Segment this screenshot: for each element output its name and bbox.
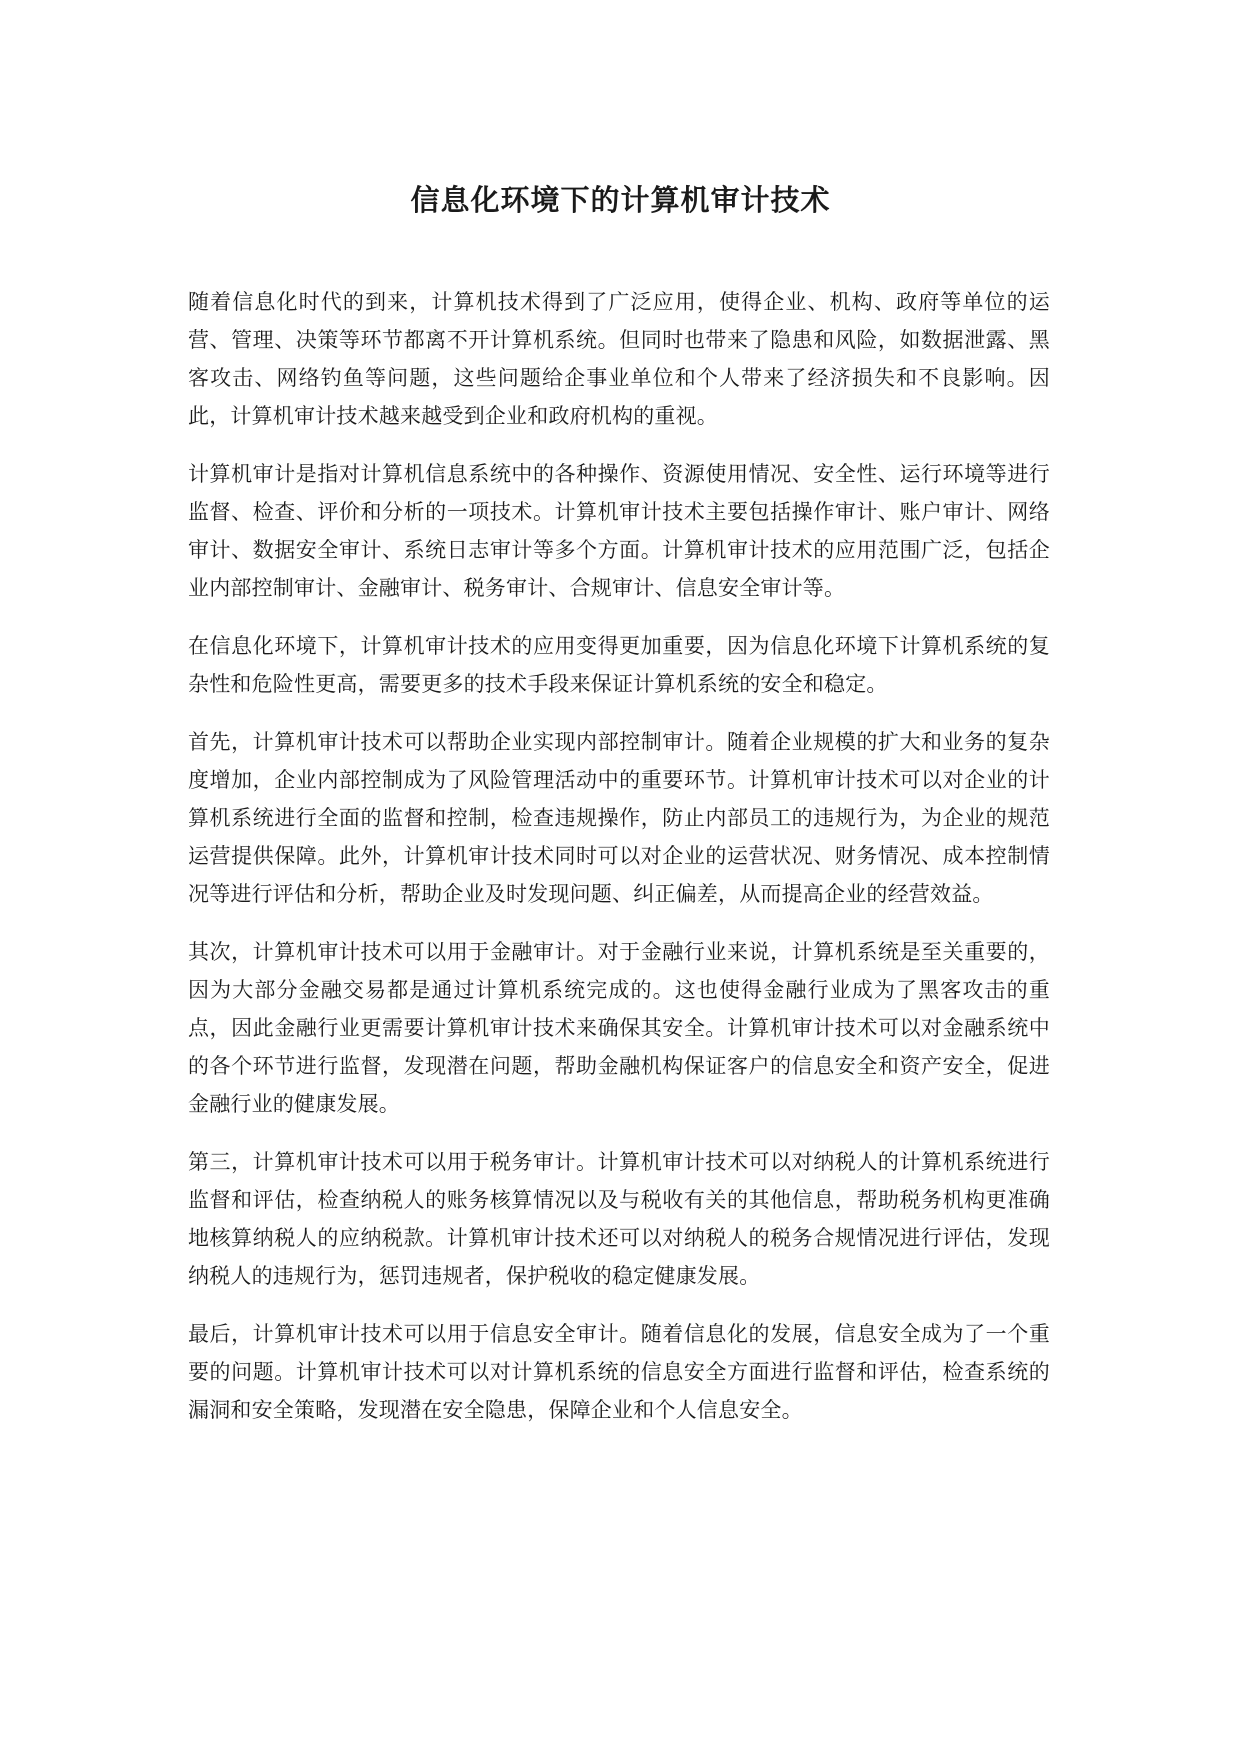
- paragraph-6: 第三，计算机审计技术可以用于税务审计。计算机审计技术可以对纳税人的计算机系统进行监督和评估，检查纳税人的账务核算情况以及与税收有关的其他信息，帮助税务机构更准确地核算纳税人的应纳税款。计算机审计技术还可以对纳税人的税务合规情况进行评估，发现纳税人的违规行为，惩罚违规者，保护税收的稳定健康发展。: [188, 1150, 1050, 1288]
- paragraph-7: 最后，计算机审计技术可以用于信息安全审计。随着信息化的发展，信息安全成为了一个重要的问题。计算机审计技术可以对计算机系统的信息安全方面进行监督和评估，检查系统的漏洞和安全策略，发现潜在安全隐患，保障企业和个人信息安全。: [188, 1322, 1050, 1422]
- document-body: [188, 283, 1050, 1449]
- paragraph-4: 首先，计算机审计技术可以帮助企业实现内部控制审计。随着企业规模的扩大和业务的复杂度增加，企业内部控制成为了风险管理活动中的重要环节。计算机审计技术可以对企业的计算机系统进行全面的监督和控制，检查违规操作，防止内部员工的违规行为，为企业的规范运营提供保障。此外，计算机审计技术同时可以对企业的运营状况、财务情况、成本控制情况等进行评估和分析，帮助企业及时发现问题、纠正偏差，从而提高企业的经营效益。: [188, 730, 1050, 906]
- paragraph-1: 随着信息化时代的到来，计算机技术得到了广泛应用，使得企业、机构、政府等单位的运营、管理、决策等环节都离不开计算机系统。但同时也带来了隐患和风险，如数据泄露、黑客攻击、网络钓鱼等问题，这些问题给企事业单位和个人带来了经济损失和不良影响。因此，计算机审计技术越来越受到企业和政府机构的重视。: [188, 290, 1050, 428]
- paragraph-2: 计算机审计是指对计算机信息系统中的各种操作、资源使用情况、安全性、运行环境等进行监督、检查、评价和分析的一项技术。计算机审计技术主要包括操作审计、账户审计、网络审计、数据安全审计、系统日志审计等多个方面。计算机审计技术的应用范围广泛，包括企业内部控制审计、金融审计、税务审计、合规审计、信息安全审计等。: [188, 462, 1050, 600]
- paragraph-3: 在信息化环境下，计算机审计技术的应用变得更加重要，因为信息化环境下计算机系统的复杂性和危险性更高，需要更多的技术手段来保证计算机系统的安全和稳定。: [188, 634, 1050, 696]
- document-title: 信息化环境下的计算机审计技术: [410, 183, 831, 217]
- paragraph-5: 其次，计算机审计技术可以用于金融审计。对于金融行业来说，计算机系统是至关重要的，因为大部分金融交易都是通过计算机系统完成的。这也使得金融行业成为了黑客攻击的重点，因此金融行业更需要计算机审计技术来确保其安全。计算机审计技术可以对金融系统中的各个环节进行监督，发现潜在问题，帮助金融机构保证客户的信息安全和资产安全，促进金融行业的健康发展。: [188, 940, 1050, 1116]
